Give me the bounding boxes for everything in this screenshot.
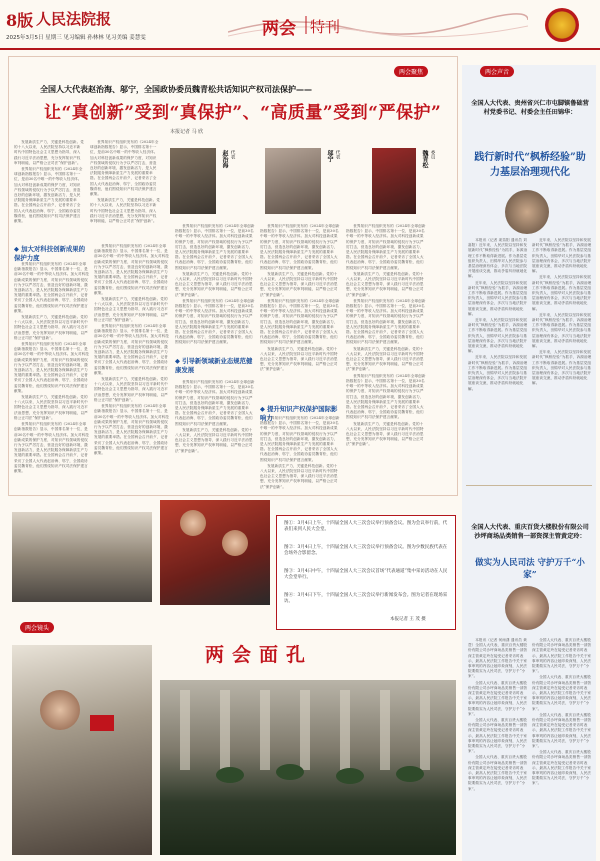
national-emblem-icon [545,8,579,42]
body-col-3b: 世界知识产权组织发布的《2024年全球创新指数报告》显示，中国排名第十一位，是前30名中唯一的中等收入经济体。加大对科技创新成果的保护力度，对知识产权领域的侵权行为予以严厉打击，营造良好的创新环境，激发创新活力，是人民法院服务保障新质生产力发展的重要举措。在全国两会召开前夕，记者采访了全国人大代表赵治海、邬宁，全国政协委员魏青松，他们围绕知识产权司法保护建言献策。 发展新质生产力，关键是科技创新。党的十八大以来，人民法院坚持以习近平新时代中国特色社会主义思想为指导，深入践行习近平法治思想，充分发挥知识产权审判职能，以严格公正司法“保护创新”。 [175,380,255,453]
person-role: 代表 [230,150,235,160]
banner-title: 两会 [262,19,296,39]
caption-4: 图④：3月4日下午，十四届全国人大三次会议举行新闻发布会。图为记者在现场采访。 [284,593,448,604]
section-head-text: 引导新领域新业态规范健康发展 [175,357,253,374]
portrait-zhao-zhihai [170,148,216,214]
section-head-2: ◆ 引导新领域新业态规范健康发展 [175,357,253,374]
photo-ethnic-delegates [160,500,270,605]
microphone-icon [90,715,114,731]
right-top-text: 近年来，人民法院以坚持和发展新时代“枫桥经验”为抓手，诉源治理工作不断取得新进展。作为基层党组织负责人，田锦华对人民法院参与基层治理深有体会，多次与当地法院开展座谈交流，推动矛盾纠纷就地化解。 [468,243,528,279]
right-bottom-text-col2: 全国人大代表、重庆百货大楼股份有限公司沙坪商场品类销售一部资深主管黄定玲在接受记者采访时表示，最高人民法院工作报告中关于家事审判的内容让她印象深刻，人民法院要做实为人民司法，守护万千“小家”。 全国人大代表、重庆百货大楼股份有限公司沙坪商场品类销售一部资深主管黄定玲在接受记者采访时表示，最高人民法院工作报告中关于家事审判的内容让她印象深刻，人民法院要做实为人民司法，守护万千“小家”。 全国人大代表、重庆百货大楼股份有限公司沙坪商场品类销售一部资深主管黄定玲在接受记者采访时表示，最高人民法院工作报告中关于家事审判的内容让她印象深刻，人民法院要做实为人民司法，守护万千“小家”。 全国人大代表、重庆百货大楼股份有限公司沙坪商场品类销售一部资深主管黄定玲在接受记者采访时表示，最高人民法院工作报告中关于家事审判的内容让她印象深刻，人民法院要做实为人民司法，守护万千“小家”。 [532,638,592,786]
right-top-text-col1: 本报讯（记者 姜夷阳 通讯员 刘嘉阳）近年来，人民法院以坚持和发展新时代“枫桥经验”为抓手，诉源治理工作不断取得新进展。作为基层党组织负责人，田锦华对人民法院参与基层治理深有体会，多次与当地法院开展座谈交流，推动矛盾纠纷就地化解。 近年来，人民法院以坚持和发展新时代“枫桥经验”为抓手，诉源治理工作不断取得新进展。作为基层党组织负责人，田锦华对人民法院参与基层治理深有体会，多次与当地法院开展座谈交流，推动矛盾纠纷就地化解。 近年来，人民法院以坚持和发展新时代“枫桥经验”为抓手，诉源治理工作不断取得新进展。作为基层党组织负责人，田锦华对人民法院参与基层治理深有体会，多次与当地法院开展座谈交流，推动矛盾纠纷就地化解。 近年来，人民法院以坚持和发展新时代“枫桥经验”为抓手，诉源治理工作不断取得新进展。作为基层党组织负责人，田锦华对人民法院参与基层治理深有体会，多次与当地法院开展座谈交流，推动矛盾纠纷就地化解。 [468,238,528,391]
section-head-text: 加大对科技创新成果的保护力度 [14,245,86,262]
banner-subtitle: 特刊 [310,18,341,36]
colonnade-graphic [160,680,456,855]
tag-lianghui-focus: 两会聚焦 [394,66,428,77]
article-byline: 本报记者 马 欣 [170,129,204,135]
right-bottom-text-col1: 本报讯（记者 何雨潇 通讯员 黄薏）全国人大代表、重庆百货大楼股份有限公司沙坪商场品类销售一部资深主管黄定玲在接受记者采访时表示，最高人民法院工作报告中关于家事审判的内容让她印象深刻，人民法院要做实为人民司法，守护万千“小家”。 全国人大代表、重庆百货大楼股份有限公司沙坪商场品类销售一部资深主管黄定玲在接受记者采访时表示，最高人民法院工作报告中关于家事审判的内容让她印象深刻，人民法院要做实为人民司法，守护万千“小家”。 全国人大代表、重庆百货大楼股份有限公司沙坪商场品类销售一部资深主管黄定玲在接受记者采访时表示，最高人民法院工作报告中关于家事审判的内容让她印象深刻，人民法院要做实为人民司法，守护万千“小家”。 全国人大代表、重庆百货大楼股份有限公司沙坪商场品类销售一部资深主管黄定玲在接受记者采访时表示，最高人民法院工作报告中关于家事审判的内容让她印象深刻，人民法院要做实为人民司法，守护万千“小家”。 [468,638,528,791]
right-top-byline: 本报讯（记者 姜夷阳 通讯员 刘嘉阳） [468,238,527,248]
body-col-2: 世界知识产权组织发布的《2024年全球创新指数报告》显示，中国排名第十一位，是前30名中唯一的中等收入经济体。加大对科技创新成果的保护力度，对知识产权领域的侵权行为予以严厉打击，营造良好的创新环境，激发创新活力，是人民法院服务保障新质生产力发展的重要举措。在全国两会召开前夕，记者采访了全国人大代表赵治海、邬宁，全国政协委员魏青松，他们围绕知识产权司法保护建言献策。 发展新质生产力，关键是科技创新。党的十八大以来，人民法院坚持以习近平新时代中国特色社会主义思想为指导，深入践行习近平法治思想，充分发挥知识产权审判职能，以严格公正司法“保护创新”。 世界知识产权组织发布的《2024年全球创新指数报告》显示，中国排名第十一位，是前30名中唯一的中等收入经济体。加大对科技创新成果的保护力度，对知识产权领域的侵权行为予以严厉打击，营造良好的创新环境，激发创新活力，是人民法院服务保障新质生产力发展的重要举措。在全国两会召开前夕，记者采访了全国人大代表赵治海、邬宁，全国政协委员魏青松，他们围绕知识产权司法保护建言献策。 发展新质生产力，关键是科技创新。党的十八大以来，人民法院坚持以习近平新时代中国特色社会主义思想为指导，深入践行习近平法治思想，充分发挥知识产权审判职能，以严格公正司法“保护创新”。 世界知识产权组织发布的《2024年全球创新指数报告》显示，中国排名第十一位，是前30名中唯一的中等收入经济体。加大对科技创新成果的保护力度，对知识产权领域的侵权行为予以严厉打击，营造良好的创新环境，激发创新活力，是人民法院服务保障新质生产力发展的重要举措。在全国两会召开前夕，记者采访了全国人大代表赵治海、邬宁，全国政协委员魏青松，他们围绕知识产权司法保护建言献策。 [94,244,169,455]
right-divider [466,485,592,486]
body-col-5: 世界知识产权组织发布的《2024年全球创新指数报告》显示，中国排名第十一位，是前30名中唯一的中等收入经济体。加大对科技创新成果的保护力度，对知识产权领域的侵权行为予以严厉打击，营造良好的创新环境，激发创新活力，是人民法院服务保障新质生产力发展的重要举措。在全国两会召开前夕，记者采访了全国人大代表赵治海、邬宁，全国政协委员魏青松，他们围绕知识产权司法保护建言献策。 发展新质生产力，关键是科技创新。党的十八大以来，人民法院坚持以习近平新时代中国特色社会主义思想为指导，深入践行习近平法治思想，充分发挥知识产权审判职能，以严格公正司法“保护创新”。 世界知识产权组织发布的《2024年全球创新指数报告》显示，中国排名第十一位，是前30名中唯一的中等收入经济体。加大对科技创新成果的保护力度，对知识产权领域的侵权行为予以严厉打击，营造良好的创新环境，激发创新活力，是人民法院服务保障新质生产力发展的重要举措。在全国两会召开前夕，记者采访了全国人大代表赵治海、邬宁，全国政协委员魏青松，他们围绕知识产权司法保护建言献策。 发展新质生产力，关键是科技创新。党的十八大以来，人民法院坚持以习近平新时代中国特色社会主义思想为指导，深入践行习近平法治思想，充分发挥知识产权审判职能，以严格公正司法“保护创新”。 世界知识产权组织发布的《2024年全球创新指数报告》显示，中国排名第十一位，是前30名中唯一的中等收入经济体。加大对科技创新成果的保护力度，对知识产权领域的侵权行为予以严厉打击，营造良好的创新环境，激发创新活力，是人民法院服务保障新质生产力发展的重要举措。在全国两会召开前夕，记者采访了全国人大代表赵治海、邬宁，全国政协委员魏青松，他们围绕知识产权司法保护建言献策。 发展新质生产力，关键是科技创新。党的十八大以来，人民法院坚持以习近平新时代中国特色社会主义思想为指导，深入践行习近平法治思想，充分发挥知识产权审判职能，以严格公正司法“保护创新”。 [346,224,426,447]
right-top-text-col2: 近年来，人民法院以坚持和发展新时代“枫桥经验”为抓手，诉源治理工作不断取得新进展。作为基层党组织负责人，田锦华对人民法院参与基层治理深有体会，多次与当地法院开展座谈交流，推动矛盾纠纷就地化解。 近年来，人民法院以坚持和发展新时代“枫桥经验”为抓手，诉源治理工作不断取得新进展。作为基层党组织负责人，田锦华对人民法院参与基层治理深有体会，多次与当地法院开展座谈交流，推动矛盾纠纷就地化解。 近年来，人民法院以坚持和发展新时代“枫桥经验”为抓手，诉源治理工作不断取得新进展。作为基层党组织负责人，田锦华对人民法院参与基层治理深有体会，多次与当地法院开展座谈交流，推动矛盾纠纷就地化解。 近年来，人民法院以坚持和发展新时代“枫桥经验”为抓手，诉源治理工作不断取得新进展。作为基层党组织负责人，田锦华对人民法院参与基层治理深有体会，多次与当地法院开展座谈交流，推动矛盾纠纷就地化解。 [532,238,592,386]
tag-lianghui-voices: 两会声音 [480,66,514,77]
photo-reporter-interview [12,645,152,855]
caption-1: 图①：3月4日上午，十四届全国人大三次会议举行预备会议。图为会议举行前，代表们来到人民大会堂。 [284,521,448,532]
header-rule [0,48,600,50]
person-role: 代表 [335,150,340,160]
body-col-1: 世界知识产权组织发布的《2024年全球创新指数报告》显示，中国排名第十一位，是前30名中唯一的中等收入经济体。加大对科技创新成果的保护力度，对知识产权领域的侵权行为予以严厉打击，营造良好的创新环境，激发创新活力，是人民法院服务保障新质生产力发展的重要举措。在全国两会召开前夕，记者采访了全国人大代表赵治海、邬宁，全国政协委员魏青松，他们围绕知识产权司法保护建言献策。 发展新质生产力，关键是科技创新。党的十八大以来，人民法院坚持以习近平新时代中国特色社会主义思想为指导，深入践行习近平法治思想，充分发挥知识产权审判职能，以严格公正司法“保护创新”。 世界知识产权组织发布的《2024年全球创新指数报告》显示，中国排名第十一位，是前30名中唯一的中等收入经济体。加大对科技创新成果的保护力度，对知识产权领域的侵权行为予以严厉打击，营造良好的创新环境，激发创新活力，是人民法院服务保障新质生产力发展的重要举措。在全国两会召开前夕，记者采访了全国人大代表赵治海、邬宁，全国政协委员魏青松，他们围绕知识产权司法保护建言献策。 发展新质生产力，关键是科技创新。党的十八大以来，人民法院坚持以习近平新时代中国特色社会主义思想为指导，深入践行习近平法治思想，充分发挥知识产权审判职能，以严格公正司法“保护创新”。 世界知识产权组织发布的《2024年全球创新指数报告》显示，中国排名第十一位，是前30名中唯一的中等收入经济体。加大对科技创新成果的保护力度，对知识产权领域的侵权行为予以严厉打击，营造良好的创新环境，激发创新活力，是人民法院服务保障新质生产力发展的重要举措。在全国两会召开前夕，记者采访了全国人大代表赵治海、邬宁，全国政协委员魏青松，他们围绕知识产权司法保护建言献策。 [14,262,89,473]
body-col-4b: 世界知识产权组织发布的《2024年全球创新指数报告》显示，中国排名第十一位，是前30名中唯一的中等收入经济体。加大对科技创新成果的保护力度，对知识产权领域的侵权行为予以严厉打击，营造良好的创新环境，激发创新活力，是人民法院服务保障新质生产力发展的重要举措。在全国两会召开前夕，记者采访了全国人大代表赵治海、邬宁，全国政协委员魏青松，他们围绕知识产权司法保护建言献策。 发展新质生产力，关键是科技创新。党的十八大以来，人民法院坚持以习近平新时代中国特色社会主义思想为指导，深入践行习近平法治思想，充分发挥知识产权审判职能，以严格公正司法“保护创新”。 [260,416,340,489]
caption-3: 图③：3月4日中午，十四届全国人大三次会议首场“代表通道”集中采访活动在人民大会堂举行。 [284,569,448,580]
body-col-3a: 世界知识产权组织发布的《2024年全球创新指数报告》显示，中国排名第十一位，是前30名中唯一的中等收入经济体。加大对科技创新成果的保护力度，对知识产权领域的侵权行为予以严厉打击，营造良好的创新环境，激发创新活力，是人民法院服务保障新质生产力发展的重要举措。在全国两会召开前夕，记者采访了全国人大代表赵治海、邬宁，全国政协委员魏青松，他们围绕知识产权司法保护建言献策。 发展新质生产力，关键是科技创新。党的十八大以来，人民法院坚持以习近平新时代中国特色社会主义思想为指导，深入践行习近平法治思想，充分发挥知识产权审判职能，以严格公正司法“保护创新”。 世界知识产权组织发布的《2024年全球创新指数报告》显示，中国排名第十一位，是前30名中唯一的中等收入经济体。加大对科技创新成果的保护力度，对知识产权领域的侵权行为予以严厉打击，营造良好的创新环境，激发创新活力，是人民法院服务保障新质生产力发展的重要举措。在全国两会召开前夕，记者采访了全国人大代表赵治海、邬宁，全国政协委员魏青松，他们围绕知识产权司法保护建言献策。 [175,224,255,344]
lead-text-col2: 世界知识产权组织发布的《2024年全球创新指数报告》显示，中国排名第十一位，是前30名中唯一的中等收入经济体。加大对科技创新成果的保护力度，对知识产权领域的侵权行为予以严厉打击，营造良好的创新环境，激发创新活力，是人民法院服务保障新质生产力发展的重要举措。在全国两会召开前夕，记者采访了全国人大代表赵治海、邬宁，全国政协委员魏青松，他们围绕知识产权司法保护建言献策。 发展新质生产力，关键是科技创新。党的十八大以来，人民法院坚持以习近平新时代中国特色社会主义思想为指导，深入践行习近平法治思想，充分发挥知识产权审判职能，以严格公正司法“保护创新”。 [90,140,160,224]
right-bottom-title: 做实为人民司法 守护万千“小家” [475,558,585,580]
portrait-wu-ning [265,148,321,214]
right-bottom-byline: 本报讯（记者 何雨潇 通讯员 黄薏） [468,638,527,648]
body-col-4a: 世界知识产权组织发布的《2024年全球创新指数报告》显示，中国排名第十一位，是前30名中唯一的中等收入经济体。加大对科技创新成果的保护力度，对知识产权领域的侵权行为予以严厉打击，营造良好的创新环境，激发创新活力，是人民法院服务保障新质生产力发展的重要举措。在全国两会召开前夕，记者采访了全国人大代表赵治海、邬宁，全国政协委员魏青松，他们围绕知识产权司法保护建言献策。 发展新质生产力，关键是科技创新。党的十八大以来，人民法院坚持以习近平新时代中国特色社会主义思想为指导，深入践行习近平法治思想，充分发挥知识产权审判职能，以严格公正司法“保护创新”。 世界知识产权组织发布的《2024年全球创新指数报告》显示，中国排名第十一位，是前30名中唯一的中等收入经济体。加大对科技创新成果的保护力度，对知识产权领域的侵权行为予以严厉打击，营造良好的创新环境，激发创新活力，是人民法院服务保障新质生产力发展的重要举措。在全国两会召开前夕，记者采访了全国人大代表赵治海、邬宁，全国政协委员魏青松，他们围绕知识产权司法保护建言献策。 发展新质生产力，关键是科技创新。党的十八大以来，人民法院坚持以习近平新时代中国特色社会主义思想为指导，深入践行习近平法治思想，充分发挥知识产权审判职能，以严格公正司法“保护创新”。 [260,224,340,372]
section-head-3: ◆ 提升知识产权保护国际影响力 [260,405,338,422]
right-top-head: 全国人大代表、贵州省兴仁市屯脚镇鲁础营村党委书记、村委会主任田锦华： [471,100,589,116]
right-bottom-text: 全国人大代表、重庆百货大楼股份有限公司沙坪商场品类销售一部资深主管黄定玲在接受记者采访时表示，最高人民法院工作报告中关于家事审判的内容让她印象深刻，人民法院要做实为人民司法，守护万千“小家”。 [468,643,528,679]
portrait-huang-dingling [505,586,549,630]
person-role: 委员 [430,150,435,160]
caption-2: 图②：3月4日上午，十四届全国人大三次会议举行预备会议。图为少数民族代表在会场外合影留念。 [284,545,448,556]
tag-lianghui-lens: 两会镜头 [20,622,54,633]
section-head-text: 提升知识产权保护国际影响力 [260,405,338,422]
person-name: 魏青松 [421,150,428,168]
photo-face-3 [40,690,80,730]
photo-face-2 [222,530,248,556]
photo-delegates-arriving [12,512,152,602]
portrait-wei-qingsong [372,148,416,214]
edition-number: 8版 [6,11,34,30]
special-banner [228,10,528,40]
right-top-title: 践行新时代“枫桥经验”助力基层治理现代化 [474,152,586,178]
portrait-tian-jinhua [505,190,549,234]
right-bottom-head: 全国人大代表、重庆百货大楼股份有限公司沙坪商场品类销售一部资深主管黄定玲： [471,524,589,540]
person-name: 邬宁 [326,150,333,162]
photo-face-1 [180,510,206,536]
section-head-1: ◆ 加大对科技创新成果的保护力度 [14,245,86,262]
lead-text: 发展新质生产力，关键是科技创新。党的十八大以来，人民法院坚持以习近平新时代中国特色社会主义思想为指导，深入践行习近平法治思想，充分发挥知识产权审判职能，以严格公正司法“保护创新”。 世界知识产权组织发布的《2024年全球创新指数报告》显示，中国排名第十一位，是前30名中唯一的中等收入经济体。加大对科技创新成果的保护力度，对知识产权领域的侵权行为予以严厉打击，营造良好的创新环境，激发创新活力，是人民法院服务保障新质生产力发展的重要举措。在全国两会召开前夕，记者采访了全国人大代表赵治海、邬宁，全国政协委员魏青松，他们围绕知识产权司法保护建言献策。 [14,140,84,224]
person-name: 赵治海 [221,150,228,168]
article-kicker: 全国人大代表赵治海、邬宁，全国政协委员魏青松共话知识产权司法保护—— [40,85,312,94]
lianghui-faces-title: 两会面孔 [205,644,314,666]
paper-name: 人民法院报 [36,10,112,28]
masthead [0,0,600,50]
date-line: 2025年3月5日 星期三 见习编辑 孙林林 见习美编 姜慧雯 [6,35,146,41]
photo-credit: 本报记者 王 茂 摄 [390,617,426,622]
article-headline: 让“真创新”受到“真保护”、“高质量”受到“严保护” [44,103,442,123]
